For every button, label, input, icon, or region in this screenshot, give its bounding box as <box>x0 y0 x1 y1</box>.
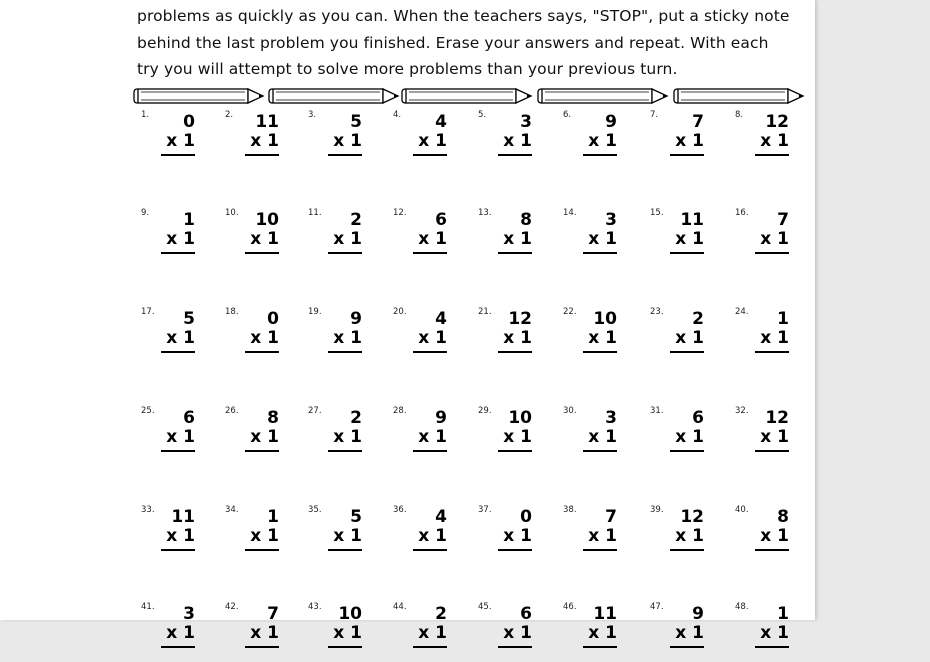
problem-number: 26. <box>225 406 239 416</box>
instructions-line: behind the last problem you finished. Erase your answers and repeat. With each <box>137 33 769 52</box>
answer-line <box>498 252 532 254</box>
problem-multiplier: x 1 <box>333 131 362 151</box>
problem-multiplier: x 1 <box>588 427 617 447</box>
answer-line <box>161 646 195 648</box>
problem-multiplier: x 1 <box>760 427 789 447</box>
answer-line <box>755 351 789 353</box>
answer-line <box>328 450 362 452</box>
problem-multiplier: x 1 <box>588 623 617 643</box>
problem-top-factor: 3 <box>605 210 617 230</box>
problem-multiplier: x 1 <box>675 131 704 151</box>
problem-multiplier: x 1 <box>503 328 532 348</box>
problem-item <box>478 110 558 170</box>
problem-top-factor: 3 <box>605 408 617 428</box>
problem-top-factor: 5 <box>183 309 195 329</box>
problem-top-factor: 4 <box>435 507 447 527</box>
answer-line <box>161 450 195 452</box>
problem-item <box>563 505 643 565</box>
problem-top-factor: 1 <box>183 210 195 230</box>
problem-number: 45. <box>478 602 492 612</box>
problem-multiplier: x 1 <box>418 623 447 643</box>
problem-number: 21. <box>478 307 492 317</box>
problem-item <box>735 505 815 565</box>
problem-item <box>308 307 388 367</box>
problem-item <box>225 208 305 268</box>
answer-line <box>583 646 617 648</box>
problem-number: 22. <box>563 307 577 317</box>
problem-top-factor: 12 <box>680 507 704 527</box>
problem-item <box>308 505 388 565</box>
problem-top-factor: 7 <box>777 210 789 230</box>
problem-number: 13. <box>478 208 492 218</box>
problem-top-factor: 6 <box>692 408 704 428</box>
answer-line <box>245 549 279 551</box>
problem-multiplier: x 1 <box>418 427 447 447</box>
problem-number: 5. <box>478 110 487 120</box>
problem-top-factor: 7 <box>692 112 704 132</box>
problem-item <box>141 406 221 466</box>
problem-multiplier: x 1 <box>166 328 195 348</box>
answer-line <box>755 549 789 551</box>
answer-line <box>161 351 195 353</box>
problem-top-factor: 11 <box>680 210 704 230</box>
problem-top-factor: 11 <box>593 604 617 624</box>
problem-number: 30. <box>563 406 577 416</box>
problem-multiplier: x 1 <box>760 623 789 643</box>
problem-top-factor: 8 <box>777 507 789 527</box>
problem-number: 12. <box>393 208 407 218</box>
problem-top-factor: 4 <box>435 112 447 132</box>
problem-item <box>650 406 730 466</box>
problem-number: 1. <box>141 110 150 120</box>
answer-line <box>328 252 362 254</box>
problem-multiplier: x 1 <box>250 427 279 447</box>
problem-multiplier: x 1 <box>250 229 279 249</box>
answer-line <box>755 450 789 452</box>
problem-multiplier: x 1 <box>250 328 279 348</box>
problem-multiplier: x 1 <box>675 623 704 643</box>
answer-line <box>245 154 279 156</box>
problem-multiplier: x 1 <box>675 427 704 447</box>
problem-multiplier: x 1 <box>675 229 704 249</box>
problem-multiplier: x 1 <box>418 328 447 348</box>
problem-multiplier: x 1 <box>250 131 279 151</box>
problem-multiplier: x 1 <box>675 328 704 348</box>
problem-number: 47. <box>650 602 664 612</box>
problem-multiplier: x 1 <box>333 623 362 643</box>
problem-item <box>225 307 305 367</box>
answer-line <box>413 252 447 254</box>
problem-number: 3. <box>308 110 317 120</box>
problem-multiplier: x 1 <box>418 526 447 546</box>
problem-item <box>563 602 643 662</box>
problem-top-factor: 2 <box>435 604 447 624</box>
problem-multiplier: x 1 <box>166 526 195 546</box>
problem-top-factor: 12 <box>765 112 789 132</box>
pencil-icon <box>133 86 267 106</box>
problem-top-factor: 5 <box>350 112 362 132</box>
problem-top-factor: 9 <box>692 604 704 624</box>
pencil-icon <box>268 86 402 106</box>
problem-item <box>393 110 473 170</box>
problem-multiplier: x 1 <box>760 526 789 546</box>
pencil-icon <box>673 86 807 106</box>
problem-number: 4. <box>393 110 402 120</box>
problem-top-factor: 3 <box>183 604 195 624</box>
problem-item <box>650 110 730 170</box>
problem-number: 16. <box>735 208 749 218</box>
answer-line <box>670 646 704 648</box>
answer-line <box>161 549 195 551</box>
problem-multiplier: x 1 <box>166 427 195 447</box>
problem-number: 42. <box>225 602 239 612</box>
problem-number: 7. <box>650 110 659 120</box>
answer-line <box>670 252 704 254</box>
problem-top-factor: 7 <box>605 507 617 527</box>
problem-item <box>141 110 221 170</box>
answer-line <box>413 450 447 452</box>
problem-top-factor: 9 <box>605 112 617 132</box>
answer-line <box>328 549 362 551</box>
problem-number: 19. <box>308 307 322 317</box>
problem-item <box>735 208 815 268</box>
answer-line <box>161 154 195 156</box>
problem-top-factor: 10 <box>593 309 617 329</box>
problem-top-factor: 0 <box>267 309 279 329</box>
problem-top-factor: 5 <box>350 507 362 527</box>
problem-top-factor: 6 <box>520 604 532 624</box>
problem-number: 14. <box>563 208 577 218</box>
problem-number: 32. <box>735 406 749 416</box>
problem-number: 44. <box>393 602 407 612</box>
problem-item <box>308 602 388 662</box>
problem-item <box>393 505 473 565</box>
problem-multiplier: x 1 <box>166 131 195 151</box>
instructions-text <box>137 3 807 83</box>
problem-top-factor: 10 <box>255 210 279 230</box>
problem-item <box>478 208 558 268</box>
problem-multiplier: x 1 <box>588 229 617 249</box>
pencil-tracker-row <box>133 86 813 106</box>
problem-item <box>141 208 221 268</box>
answer-line <box>413 351 447 353</box>
problem-number: 20. <box>393 307 407 317</box>
problem-item <box>735 602 815 662</box>
problem-multiplier: x 1 <box>333 526 362 546</box>
problem-top-factor: 11 <box>255 112 279 132</box>
problem-item <box>393 602 473 662</box>
problem-top-factor: 2 <box>350 210 362 230</box>
problem-number: 27. <box>308 406 322 416</box>
problem-multiplier: x 1 <box>588 526 617 546</box>
answer-line <box>413 154 447 156</box>
problem-multiplier: x 1 <box>760 229 789 249</box>
problem-item <box>563 208 643 268</box>
problem-multiplier: x 1 <box>503 623 532 643</box>
answer-line <box>498 549 532 551</box>
pencil-icon <box>401 86 535 106</box>
problem-top-factor: 9 <box>435 408 447 428</box>
problem-item <box>225 602 305 662</box>
problem-number: 18. <box>225 307 239 317</box>
problem-multiplier: x 1 <box>333 229 362 249</box>
problem-number: 29. <box>478 406 492 416</box>
answer-line <box>161 252 195 254</box>
problem-top-factor: 12 <box>508 309 532 329</box>
problem-item <box>650 307 730 367</box>
problem-item <box>308 406 388 466</box>
problem-item <box>141 602 221 662</box>
answer-line <box>498 646 532 648</box>
problem-multiplier: x 1 <box>333 328 362 348</box>
answer-line <box>583 154 617 156</box>
answer-line <box>583 351 617 353</box>
problem-multiplier: x 1 <box>588 328 617 348</box>
problem-number: 43. <box>308 602 322 612</box>
problem-top-factor: 0 <box>183 112 195 132</box>
problem-number: 46. <box>563 602 577 612</box>
problem-number: 23. <box>650 307 664 317</box>
problem-multiplier: x 1 <box>418 131 447 151</box>
problem-item <box>650 208 730 268</box>
problem-top-factor: 4 <box>435 309 447 329</box>
problem-item <box>393 406 473 466</box>
answer-line <box>583 450 617 452</box>
problem-item <box>563 406 643 466</box>
problem-item <box>563 307 643 367</box>
problem-top-factor: 1 <box>777 604 789 624</box>
answer-line <box>583 252 617 254</box>
problem-item <box>308 110 388 170</box>
problem-multiplier: x 1 <box>250 526 279 546</box>
answer-line <box>413 646 447 648</box>
problem-item <box>225 110 305 170</box>
answer-line <box>755 252 789 254</box>
problem-number: 15. <box>650 208 664 218</box>
problem-top-factor: 8 <box>267 408 279 428</box>
problem-number: 6. <box>563 110 572 120</box>
answer-line <box>245 646 279 648</box>
problem-multiplier: x 1 <box>503 526 532 546</box>
problem-multiplier: x 1 <box>250 623 279 643</box>
problem-number: 28. <box>393 406 407 416</box>
answer-line <box>245 252 279 254</box>
problem-number: 17. <box>141 307 155 317</box>
problem-item <box>393 208 473 268</box>
problem-item <box>735 307 815 367</box>
problem-top-factor: 0 <box>520 507 532 527</box>
problem-number: 41. <box>141 602 155 612</box>
problem-number: 35. <box>308 505 322 515</box>
problem-multiplier: x 1 <box>588 131 617 151</box>
answer-line <box>245 351 279 353</box>
answer-line <box>670 351 704 353</box>
problem-multiplier: x 1 <box>166 229 195 249</box>
problem-item <box>478 307 558 367</box>
problem-top-factor: 8 <box>520 210 532 230</box>
problem-top-factor: 3 <box>520 112 532 132</box>
answer-line <box>328 646 362 648</box>
problem-multiplier: x 1 <box>675 526 704 546</box>
answer-line <box>498 450 532 452</box>
answer-line <box>245 450 279 452</box>
answer-line <box>670 549 704 551</box>
problem-top-factor: 9 <box>350 309 362 329</box>
problem-number: 36. <box>393 505 407 515</box>
problem-multiplier: x 1 <box>166 623 195 643</box>
problem-number: 39. <box>650 505 664 515</box>
problem-top-factor: 12 <box>765 408 789 428</box>
problem-item <box>563 110 643 170</box>
problem-item <box>650 505 730 565</box>
answer-line <box>328 154 362 156</box>
problem-item <box>735 406 815 466</box>
answer-line <box>498 351 532 353</box>
answer-line <box>498 154 532 156</box>
problem-top-factor: 2 <box>350 408 362 428</box>
problem-multiplier: x 1 <box>333 427 362 447</box>
problem-top-factor: 1 <box>777 309 789 329</box>
problem-number: 25. <box>141 406 155 416</box>
instructions-line: try you will attempt to solve more problems than your previous turn. <box>137 60 678 78</box>
problem-top-factor: 7 <box>267 604 279 624</box>
problem-number: 40. <box>735 505 749 515</box>
problem-top-factor: 1 <box>267 507 279 527</box>
problem-item <box>478 406 558 466</box>
problem-number: 11. <box>308 208 322 218</box>
pencil-icon <box>537 86 671 106</box>
answer-line <box>755 646 789 648</box>
problem-number: 8. <box>735 110 744 120</box>
answer-line <box>755 154 789 156</box>
problem-multiplier: x 1 <box>760 328 789 348</box>
problem-multiplier: x 1 <box>503 427 532 447</box>
problem-top-factor: 10 <box>338 604 362 624</box>
problem-number: 37. <box>478 505 492 515</box>
problem-item <box>225 406 305 466</box>
problem-multiplier: x 1 <box>760 131 789 151</box>
problem-number: 10. <box>225 208 239 218</box>
answer-line <box>413 549 447 551</box>
problem-item <box>225 505 305 565</box>
answer-line <box>583 549 617 551</box>
problem-number: 34. <box>225 505 239 515</box>
problem-item <box>478 505 558 565</box>
problem-top-factor: 6 <box>183 408 195 428</box>
problem-multiplier: x 1 <box>503 131 532 151</box>
problem-number: 48. <box>735 602 749 612</box>
problem-number: 31. <box>650 406 664 416</box>
answer-line <box>670 450 704 452</box>
problem-multiplier: x 1 <box>418 229 447 249</box>
problem-number: 33. <box>141 505 155 515</box>
problem-item <box>393 307 473 367</box>
problem-item <box>141 307 221 367</box>
problem-item <box>650 602 730 662</box>
problem-multiplier: x 1 <box>503 229 532 249</box>
problem-top-factor: 10 <box>508 408 532 428</box>
instructions-line: problems as quickly as you can. When the teachers says, "STOP", put a sticky note <box>137 7 790 25</box>
problem-number: 24. <box>735 307 749 317</box>
problem-number: 9. <box>141 208 150 218</box>
problem-item <box>308 208 388 268</box>
problem-item <box>141 505 221 565</box>
problem-top-factor: 2 <box>692 309 704 329</box>
problem-top-factor: 6 <box>435 210 447 230</box>
problem-item <box>735 110 815 170</box>
problem-number: 38. <box>563 505 577 515</box>
answer-line <box>328 351 362 353</box>
problem-item <box>478 602 558 662</box>
problem-top-factor: 11 <box>171 507 195 527</box>
problem-number: 2. <box>225 110 234 120</box>
answer-line <box>670 154 704 156</box>
